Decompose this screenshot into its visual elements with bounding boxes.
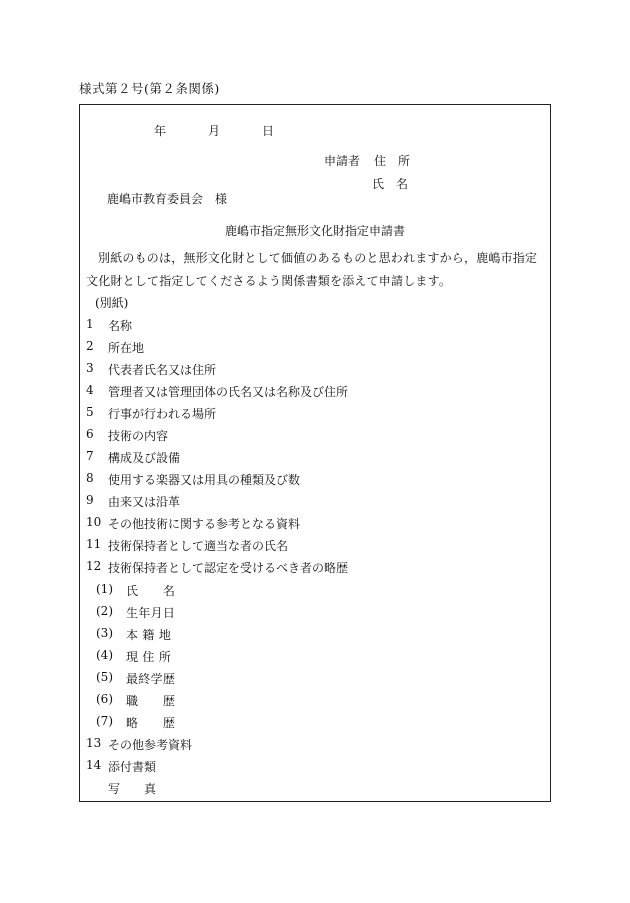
date-year-label: 年 — [154, 124, 167, 138]
application-form-frame: 年 月 日 申請者 住 所 氏 名 鹿嶋市教育委員会 様 鹿嶋市指定無形文化財指定申請書 別紙のものは，無形文化財として価値のあるものと思われますから，鹿嶋市指定文化財として指定してくださるよう関係書類を添えて申請します。 (別紙) 1 名称 2 所在地 3 代表者氏名又は住所 4 管理者又は管理団体の氏名又は名称及び住所 5 行事が行われる場所 6 技術の内容 7 構成及び設備 8 使用する楽器又は用具の種類及び数 9 由来又は沿革 10 その他技術に関する参考となる資料 11 技術保持者として適当な者の氏名 12 技術保持者として認定を受けるべき者の略歴 (1) 氏 名 (2) 生年月日 (3) 本 籍 地 (4) 現 住 所 (5) 最終学歴 (6) 職 歴 (7) 略 歴 13 その他参考資料 14 添付書類 写 真 — [79, 104, 551, 802]
date-month-label: 月 — [208, 124, 221, 138]
attachment-label: (別紙) — [95, 296, 129, 310]
application-body-text: 別紙のものは，無形文化財として価値のあるものと思われますから，鹿嶋市指定文化財として指定してくださるよう関係書類を添えて申請します。 — [86, 251, 538, 288]
applicant-name-label: 氏 名 — [372, 177, 409, 191]
applicant-address-label: 住 所 — [374, 154, 411, 168]
date-day-label: 日 — [262, 124, 275, 138]
document-title: 鹿嶋市指定無形文化財指定申請書 — [224, 224, 405, 238]
applicant-address-row — [324, 152, 410, 169]
recipient: 鹿嶋市教育委員会 様 — [107, 192, 228, 206]
date-field — [154, 122, 274, 139]
applicant-label: 申請者 — [324, 154, 361, 168]
form-number: 様式第２号(第２条関係) — [79, 81, 220, 96]
